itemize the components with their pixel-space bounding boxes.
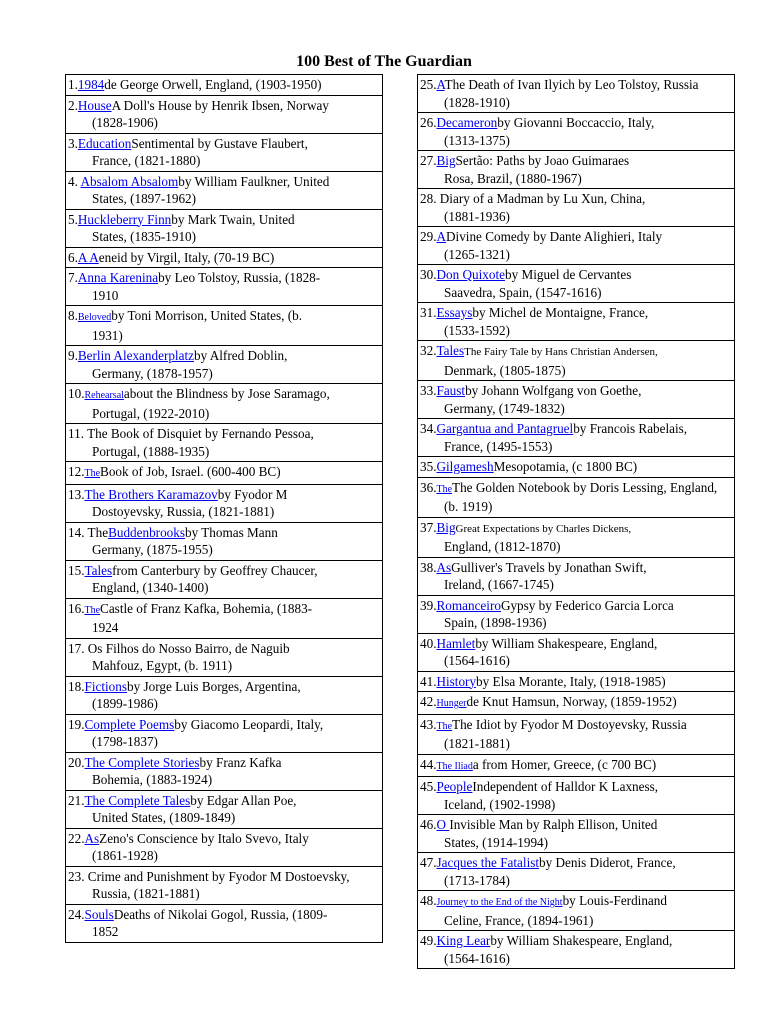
item-continuation: Iceland, (1902-1998)	[444, 796, 556, 812]
item-number: 12.	[68, 464, 85, 479]
item-text: Sentimental by Gustave Flaubert,	[131, 135, 308, 151]
item-number: 6.	[68, 249, 78, 265]
item-continuation: (1313-1375)	[444, 132, 510, 148]
item-continuation: England, (1340-1400)	[92, 580, 209, 595]
table-row	[66, 171, 383, 209]
item-continuation: States, (1835-1910)	[92, 229, 197, 244]
item-text: Zeno's Conscience by Italo Svevo, Italy	[99, 830, 309, 846]
item-continuation: (1828-1906)	[92, 115, 158, 130]
list-item	[66, 306, 383, 346]
table-row	[418, 815, 735, 853]
book-link[interactable]: Gargantua and Pantagruel	[436, 421, 574, 436]
book-list-left	[65, 74, 383, 943]
item-number: 19.	[68, 716, 85, 732]
list-item	[66, 638, 383, 676]
item-text: by Fyodor M	[217, 486, 288, 502]
book-link[interactable]: The Complete Stories	[84, 754, 200, 770]
table-row	[66, 75, 383, 96]
item-number: 49.	[420, 933, 437, 948]
table-row	[66, 866, 383, 904]
book-link[interactable]: The	[436, 720, 453, 732]
list-item	[66, 522, 383, 560]
item-number: 23.	[68, 868, 88, 884]
item-text: Os Filhos do Nosso Bairro, de Naguib	[87, 640, 290, 656]
item-text: The Book of Disquiet by Fernando Pessoa,	[87, 426, 314, 441]
table-row	[418, 419, 735, 457]
item-continuation: Mahfouz, Egypt, (b. 1911)	[92, 658, 233, 673]
item-text: by Thomas Mann	[185, 524, 278, 540]
list-item	[418, 754, 735, 777]
table-row	[418, 151, 735, 189]
item-continuation: Russia, (1821-1881)	[92, 886, 200, 901]
item-continuation: Ireland, (1667-1745)	[444, 577, 554, 592]
item-text: by William Faulkner, United	[178, 173, 330, 189]
item-text: by Alfred Doblin,	[193, 348, 288, 363]
item-continuation: France, (1495-1553)	[444, 438, 553, 454]
list-item	[418, 381, 735, 419]
item-text: from Canterbury by Geoffrey Chaucer,	[112, 562, 318, 578]
item-continuation: Saavedra, Spain, (1547-1616)	[444, 284, 602, 300]
item-text: about the Blindness by Jose Saramago,	[123, 386, 330, 401]
book-link[interactable]: Gilgamesh	[436, 459, 494, 474]
book-link[interactable]: As	[436, 559, 452, 575]
table-row	[66, 424, 383, 462]
item-text: Independent of Halldor K Laxness,	[472, 779, 659, 794]
item-text: Great Expectations by Charles Dickens,	[455, 522, 632, 535]
item-number: 15.	[68, 562, 85, 578]
item-number: 26.	[420, 115, 437, 130]
table-row	[418, 381, 735, 419]
list-item	[66, 384, 383, 424]
page-title: 100 Best of The Guardian	[296, 53, 472, 70]
item-number: 30.	[420, 267, 437, 282]
book-list-right	[417, 74, 735, 969]
table-row	[418, 341, 735, 381]
list-item	[418, 75, 735, 113]
item-text: by Franz Kafka	[199, 754, 282, 770]
table-row	[418, 853, 735, 891]
list-item	[66, 752, 383, 790]
item-continuation: (b. 1919)	[444, 499, 493, 514]
table-row	[66, 268, 383, 306]
item-continuation: (1899-1986)	[92, 696, 158, 711]
item-number: 34.	[420, 421, 437, 436]
list-item	[66, 75, 383, 96]
list-item	[418, 692, 735, 715]
list-item	[418, 341, 735, 381]
item-text: Gypsy by Federico Garcia Lorca	[500, 597, 674, 613]
list-item	[418, 419, 735, 457]
book-link[interactable]: King Lear	[436, 933, 491, 948]
item-continuation: (1265-1321)	[444, 246, 510, 262]
item-number: 4.	[68, 173, 81, 189]
item-text: by William Shakespeare, England,	[490, 933, 673, 948]
table-row	[418, 477, 735, 517]
list-item	[66, 676, 383, 714]
table-row	[418, 75, 735, 113]
book-link[interactable]: Beloved	[77, 312, 112, 323]
list-item	[418, 303, 735, 341]
item-text: a from Homer, Greece, (c 700 BC)	[472, 756, 657, 772]
book-link[interactable]: Big	[436, 519, 456, 535]
item-text: The Fairy Tale by Hans Christian Andersen,	[464, 346, 658, 358]
item-number: 27.	[420, 153, 437, 168]
table-row	[418, 303, 735, 341]
table-row	[66, 638, 383, 676]
table-row	[418, 595, 735, 633]
book-link[interactable]: A A	[77, 249, 99, 265]
item-number: 48.	[420, 893, 437, 908]
table-row	[66, 790, 383, 828]
list-item	[66, 560, 383, 598]
item-number: 38.	[420, 559, 437, 575]
list-item	[66, 462, 383, 485]
book-link[interactable]: Faust	[436, 383, 466, 398]
item-number: 21.	[68, 792, 85, 808]
item-text: Invisible Man by Ralph Ellison, United	[449, 817, 658, 832]
table-row	[66, 904, 383, 942]
item-number: 7.	[68, 270, 78, 285]
item-continuation: Portugal, (1888-1935)	[92, 443, 210, 459]
item-number: 18.	[68, 678, 85, 694]
item-continuation: Dostoyevsky, Russia, (1821-1881)	[92, 504, 275, 519]
book-link[interactable]: 1984	[77, 77, 105, 92]
list-item	[418, 517, 735, 557]
book-link[interactable]: Anna Karenina	[77, 270, 159, 285]
item-continuation: Germany, (1875-1955)	[92, 542, 213, 557]
table-row	[66, 384, 383, 424]
item-continuation: 1852	[92, 924, 119, 939]
item-continuation: (1798-1837)	[92, 734, 158, 749]
item-text: Mesopotamia, (c 1800 BC)	[493, 459, 638, 474]
item-number: 11.	[68, 426, 88, 441]
book-link[interactable]: House	[77, 97, 112, 113]
table-row	[418, 189, 735, 227]
table-row	[418, 891, 735, 931]
item-text: Book of Job, Israel. (600-400 BC)	[100, 464, 281, 479]
item-continuation: Spain, (1898-1936)	[444, 615, 547, 630]
item-prefix: The	[87, 524, 109, 540]
table-row	[66, 462, 383, 485]
item-text: de Knut Hamsun, Norway, (1859-1952)	[466, 694, 677, 709]
item-number: 9.	[68, 348, 78, 363]
list-item	[418, 671, 735, 692]
book-link[interactable]: Complete Poems	[84, 716, 175, 732]
table-row	[66, 676, 383, 714]
item-text: by Louis-Ferdinand	[562, 893, 667, 908]
book-link[interactable]: A	[436, 229, 447, 244]
book-link[interactable]: Fictions	[84, 678, 127, 694]
list-item	[418, 557, 735, 595]
item-number: 5.	[68, 211, 78, 227]
book-link[interactable]: The Brothers Karamazov	[84, 486, 218, 502]
item-number: 14.	[68, 524, 88, 540]
item-continuation: (1881-1936)	[444, 208, 510, 224]
item-number: 2.	[68, 97, 78, 113]
list-item	[418, 189, 735, 227]
item-continuation: Bohemia, (1883-1924)	[92, 772, 213, 787]
item-continuation: Portugal, (1922-2010)	[92, 405, 210, 421]
item-text: by Jorge Luis Borges, Argentina,	[126, 678, 301, 694]
list-item	[418, 815, 735, 853]
item-text: by Denis Diderot, France,	[539, 855, 676, 870]
list-item	[418, 457, 735, 478]
item-text: eneid by Virgil, Italy, (70-19 BC)	[98, 249, 275, 265]
book-link[interactable]: The	[84, 604, 101, 616]
item-text: Gulliver's Travels by Jonathan Swift,	[451, 559, 647, 575]
item-number: 37.	[420, 519, 437, 535]
item-text: by Giovanni Boccaccio, Italy,	[497, 115, 655, 130]
table-row	[418, 754, 735, 777]
list-item	[66, 866, 383, 904]
item-text: by Michel de Montaigne, France,	[472, 305, 649, 320]
list-item	[66, 209, 383, 247]
item-text: by Elsa Morante, Italy, (1918-1985)	[476, 673, 666, 689]
item-text: The Golden Notebook by Doris Lessing, England,	[452, 479, 718, 495]
book-link[interactable]: Absalom Absalom	[80, 173, 179, 189]
item-continuation: France, (1821-1880)	[92, 153, 201, 168]
item-continuation: (1821-1881)	[444, 736, 510, 751]
item-number: 43.	[420, 716, 437, 732]
table-row	[418, 692, 735, 715]
item-continuation: States, (1897-1962)	[92, 191, 197, 206]
item-number: 24.	[68, 906, 85, 922]
item-text: by Francois Rabelais,	[573, 421, 688, 436]
list-item	[66, 790, 383, 828]
book-link[interactable]: Buddenbrooks	[108, 524, 185, 540]
table-row	[418, 557, 735, 595]
item-number: 8.	[68, 308, 78, 323]
item-number: 31.	[420, 305, 437, 320]
item-continuation: Denmark, (1805-1875)	[444, 362, 566, 378]
item-number: 22.	[68, 830, 85, 846]
item-number: 47.	[420, 855, 437, 870]
list-item	[418, 714, 735, 754]
book-link[interactable]: The Complete Tales	[84, 792, 191, 808]
book-link[interactable]: Essays	[436, 305, 473, 320]
table-row	[418, 931, 735, 969]
book-link[interactable]: Rehearsal	[84, 390, 124, 401]
item-text: Crime and Punishment by Fyodor M Dostoevsky,	[87, 868, 350, 884]
table-row	[66, 522, 383, 560]
item-number: 20.	[68, 754, 85, 770]
item-text: by Johann Wolfgang von Goethe,	[465, 383, 642, 398]
book-link[interactable]: Big	[436, 153, 456, 168]
list-item	[418, 265, 735, 303]
table-row	[418, 113, 735, 151]
book-link[interactable]: History	[436, 673, 477, 689]
item-continuation: States, (1914-1994)	[444, 834, 549, 850]
list-item	[66, 346, 383, 384]
list-item	[66, 133, 383, 171]
table-row	[418, 517, 735, 557]
item-number: 33.	[420, 383, 437, 398]
item-number: 10.	[68, 386, 85, 401]
item-text: Deaths of Nikolai Gogol, Russia, (1809-	[113, 906, 328, 922]
list-item	[66, 904, 383, 942]
book-link[interactable]: O	[436, 817, 450, 832]
table-row	[66, 752, 383, 790]
list-item	[418, 151, 735, 189]
item-number: 29.	[420, 229, 437, 244]
item-number: 44.	[420, 756, 437, 772]
table-row	[66, 828, 383, 866]
table-row	[66, 95, 383, 133]
book-link[interactable]: Education	[77, 135, 132, 151]
item-number: 17.	[68, 640, 88, 656]
book-link[interactable]: Hunger	[436, 698, 467, 709]
item-continuation: 1910	[92, 287, 119, 303]
item-number: 40.	[420, 635, 437, 651]
book-link[interactable]: Don Quixote	[436, 267, 505, 282]
item-text: The Idiot by Fyodor M Dostoyevsky, Russia	[452, 716, 687, 732]
book-link[interactable]: Tales	[84, 562, 113, 578]
item-text: Diary of a Madman by Lu Xun, China,	[439, 191, 646, 206]
item-number: 1.	[68, 77, 78, 92]
item-text: by Miguel de Cervantes	[504, 267, 632, 282]
list-item	[418, 931, 735, 969]
book-link[interactable]: Decameron	[436, 115, 498, 130]
list-item	[66, 828, 383, 866]
book-link[interactable]: The	[84, 468, 101, 479]
item-continuation: England, (1812-1870)	[444, 539, 561, 554]
list-item	[66, 95, 383, 133]
item-continuation: (1533-1592)	[444, 322, 510, 338]
book-link[interactable]: A	[436, 77, 445, 92]
item-continuation: Germany, (1878-1957)	[92, 365, 213, 381]
item-continuation: 1931)	[92, 327, 123, 343]
list-item	[418, 777, 735, 815]
table-row	[418, 777, 735, 815]
book-link[interactable]: Journey to the End of the Night	[436, 897, 563, 908]
list-item	[418, 595, 735, 633]
book-link[interactable]: Berlin Alexanderplatz	[77, 348, 194, 363]
list-item	[66, 247, 383, 268]
item-text: by Toni Morrison, United States, (b.	[111, 308, 302, 323]
item-continuation: (1861-1928)	[92, 848, 158, 863]
table-row	[66, 346, 383, 384]
table-row	[66, 133, 383, 171]
item-number: 25.	[420, 77, 437, 92]
table-row	[66, 598, 383, 638]
list-item	[418, 633, 735, 671]
item-number: 16.	[68, 600, 85, 616]
item-number: 41.	[420, 673, 437, 689]
item-continuation: (1713-1784)	[444, 872, 510, 888]
item-number: 36.	[420, 479, 437, 495]
table-row	[66, 714, 383, 752]
list-item	[418, 113, 735, 151]
item-continuation: (1828-1910)	[444, 94, 510, 110]
item-continuation: (1564-1616)	[444, 653, 510, 668]
item-text: Sertão: Paths by Joao Guimaraes	[455, 153, 630, 168]
book-link[interactable]: As	[84, 830, 100, 846]
item-text: by Giacomo Leopardi, Italy,	[174, 716, 324, 732]
item-continuation: Rosa, Brazil, (1880-1967)	[444, 170, 582, 186]
list-item	[418, 227, 735, 265]
table-row	[418, 714, 735, 754]
book-link[interactable]: People	[436, 779, 473, 794]
table-row	[66, 247, 383, 268]
table-row	[418, 633, 735, 671]
table-row	[418, 671, 735, 692]
item-continuation: United States, (1809-1849)	[92, 810, 236, 825]
item-text: by Leo Tolstoy, Russia, (1828-	[158, 270, 321, 285]
list-item	[66, 268, 383, 306]
item-text: A Doll's House by Henrik Ibsen, Norway	[111, 97, 329, 113]
list-item	[66, 484, 383, 522]
list-item	[66, 171, 383, 209]
item-text: by William Shakespeare, England,	[475, 635, 658, 651]
item-number: 35.	[420, 459, 437, 474]
item-text: The Death of Ivan Ilyich by Leo Tolstoy, Russia	[444, 77, 699, 92]
item-continuation: (1564-1616)	[444, 950, 510, 966]
table-row	[418, 457, 735, 478]
item-text: de George Orwell, England, (1903-1950)	[104, 77, 322, 92]
item-number: 32.	[420, 343, 437, 358]
book-link[interactable]: Tales	[436, 343, 465, 358]
book-link[interactable]: Hamlet	[436, 635, 476, 651]
item-text: by Mark Twain, United	[171, 211, 295, 227]
table-row	[66, 209, 383, 247]
book-link[interactable]: Huckleberry Finn	[77, 211, 172, 227]
item-continuation: 1924	[92, 620, 119, 635]
table-row	[418, 265, 735, 303]
table-row	[66, 560, 383, 598]
item-number: 13.	[68, 486, 85, 502]
item-continuation: Germany, (1749-1832)	[444, 400, 565, 416]
item-text: Castle of Franz Kafka, Bohemia, (1883-	[100, 600, 313, 616]
item-number: 28.	[420, 191, 440, 206]
item-number: 39.	[420, 597, 437, 613]
book-link[interactable]: Jacques the Fatalist	[436, 855, 540, 870]
list-item	[418, 477, 735, 517]
item-continuation: Celine, France, (1894-1961)	[444, 912, 594, 928]
list-item	[66, 714, 383, 752]
book-link[interactable]: Romanceiro	[436, 597, 501, 613]
table-row	[66, 484, 383, 522]
list-item	[418, 891, 735, 931]
list-item	[66, 598, 383, 638]
book-link[interactable]: Souls	[84, 906, 114, 922]
item-text: by Edgar Allan Poe,	[190, 792, 297, 808]
item-number: 46.	[420, 817, 437, 832]
item-number: 42.	[420, 694, 437, 709]
table-row	[418, 227, 735, 265]
book-link[interactable]: The Iliad	[436, 760, 473, 772]
list-item	[418, 853, 735, 891]
item-number: 3.	[68, 135, 78, 151]
item-number: 45.	[420, 779, 437, 794]
list-item	[66, 424, 383, 462]
table-row	[66, 306, 383, 346]
book-link[interactable]: The	[436, 483, 453, 495]
item-text: Divine Comedy by Dante Alighieri, Italy	[446, 229, 663, 244]
